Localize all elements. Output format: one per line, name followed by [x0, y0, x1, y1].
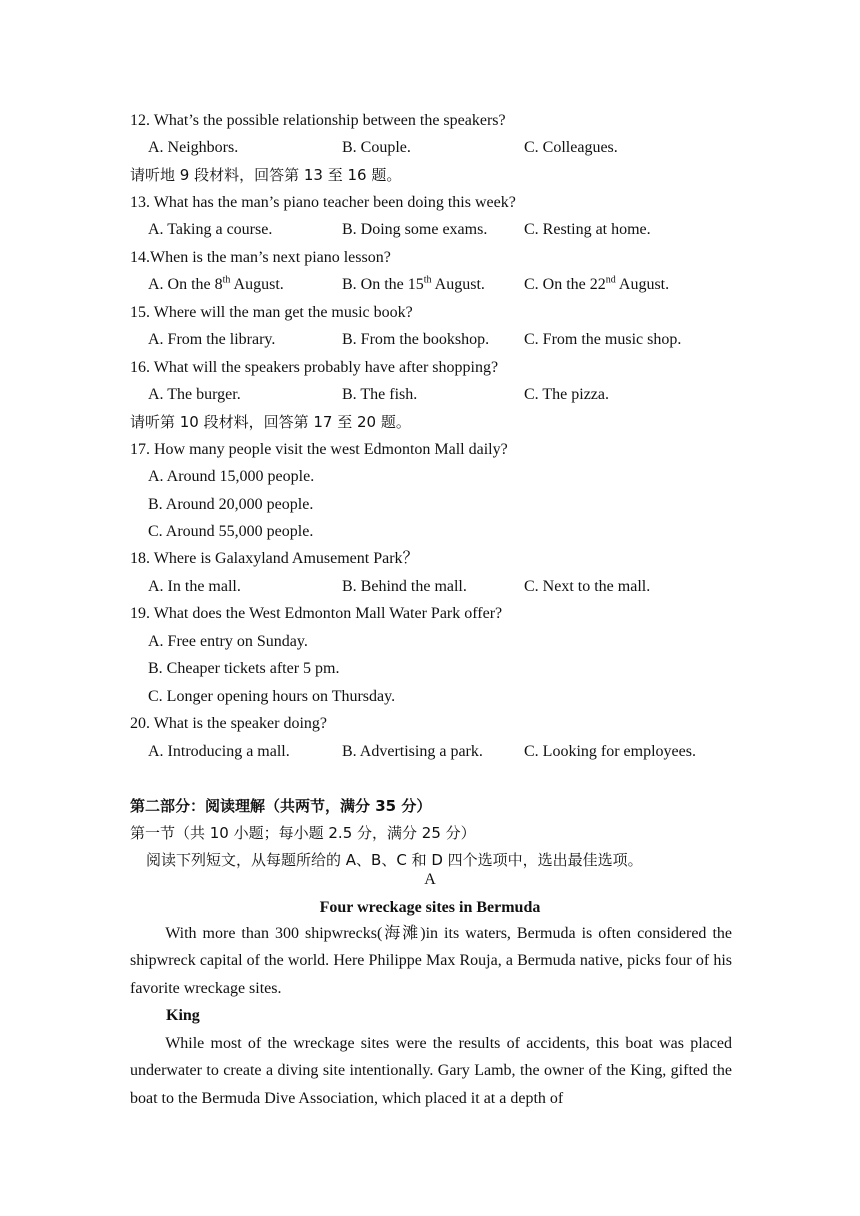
q14-option-a: A. On the 8th August. [148, 274, 284, 293]
q15-option-c: C. From the music shop. [524, 331, 682, 348]
section-heading-king: King [166, 1007, 200, 1024]
question-12: 12. What’s the possible relationship between the speakers? [130, 112, 506, 129]
passage-title: Four wreckage sites in Bermuda [319, 899, 541, 916]
q15-option-b: B. From the bookshop. [342, 331, 490, 348]
q14-option-b: B. On the 15th August. [342, 274, 485, 293]
section-intro-10: 请听第 10 段材料，回答第 17 至 20 题。 [130, 413, 411, 431]
q12-option-b: B. Couple. [342, 139, 411, 156]
q20-option-b: B. Advertising a park. [342, 743, 483, 760]
q13-option-b: B. Doing some exams. [342, 221, 488, 238]
q20-option-a: A. Introducing a mall. [148, 743, 290, 760]
q18-option-c: C. Next to the mall. [524, 578, 651, 595]
q19-option-b: B. Cheaper tickets after 5 pm. [148, 660, 340, 677]
q13-option-c: C. Resting at home. [524, 221, 651, 238]
passage-paragraph-2: While most of the wreckage sites were the results of accidents, this boat was placed underwater to create a diving site intentionally. Gary Lamb, the owner of the King, gifted the boat to the Bermuda Dive Association, which placed it at a depth of [130, 1035, 732, 1107]
question-16: 16. What will the speakers probably have after shopping? [130, 359, 499, 376]
q16-option-a: A. The burger. [148, 386, 241, 403]
q17-option-b: B. Around 20,000 people. [148, 496, 314, 513]
passage-letter: A [424, 871, 436, 888]
q16-option-b: B. The fish. [342, 386, 418, 403]
q18-option-b: B. Behind the mall. [342, 578, 467, 595]
section-intro-9: 请听地 9 段材料，回答第 13 至 16 题。 [130, 166, 402, 184]
question-15: 15. Where will the man get the music book? [130, 304, 413, 321]
q15-option-a: A. From the library. [148, 331, 276, 348]
q19-option-a: A. Free entry on Sunday. [148, 633, 308, 650]
question-20: 20. What is the speaker doing? [130, 715, 327, 732]
q17-option-a: A. Around 15,000 people. [148, 468, 315, 485]
passage-paragraph-1: With more than 300 shipwrecks(海滩)in its waters, Bermuda is often considered the shipwreck capital of the world. Here Philippe Max Rouja, a Bermuda native, picks four of his favorite wreckage sites. [130, 925, 732, 997]
question-14: 14.When is the man’s next piano lesson? [130, 249, 391, 266]
q17-option-c: C. Around 55,000 people. [148, 523, 314, 540]
question-17: 17. How many people visit the west Edmonton Mall daily? [130, 441, 508, 458]
question-13: 13. What has the man’s piano teacher been doing this week? [130, 194, 516, 211]
section-one-title: 第一节（共 10 小题；每小题 2.5 分，满分 25 分） [130, 824, 476, 842]
q16-option-c: C. The pizza. [524, 386, 610, 403]
q19-option-c: C. Longer opening hours on Thursday. [148, 688, 396, 705]
q13-option-a: A. Taking a course. [148, 221, 273, 238]
question-18: 18. Where is Galaxyland Amusement Park？ [130, 550, 419, 567]
q12-option-c: C. Colleagues. [524, 139, 618, 156]
part-two-title: 第二部分：阅读理解（共两节，满分 35 分） [130, 797, 432, 815]
q20-option-c: C. Looking for employees. [524, 743, 696, 760]
q18-option-a: A. In the mall. [148, 578, 241, 595]
q12-option-a: A. Neighbors. [148, 139, 239, 156]
question-19: 19. What does the West Edmonton Mall Water Park offer? [130, 605, 503, 622]
q14-option-c: C. On the 22nd August. [524, 274, 670, 293]
reading-instruction: 阅读下列短文，从每题所给的 A、B、C 和 D 四个选项中，选出最佳选项。 [146, 851, 643, 869]
